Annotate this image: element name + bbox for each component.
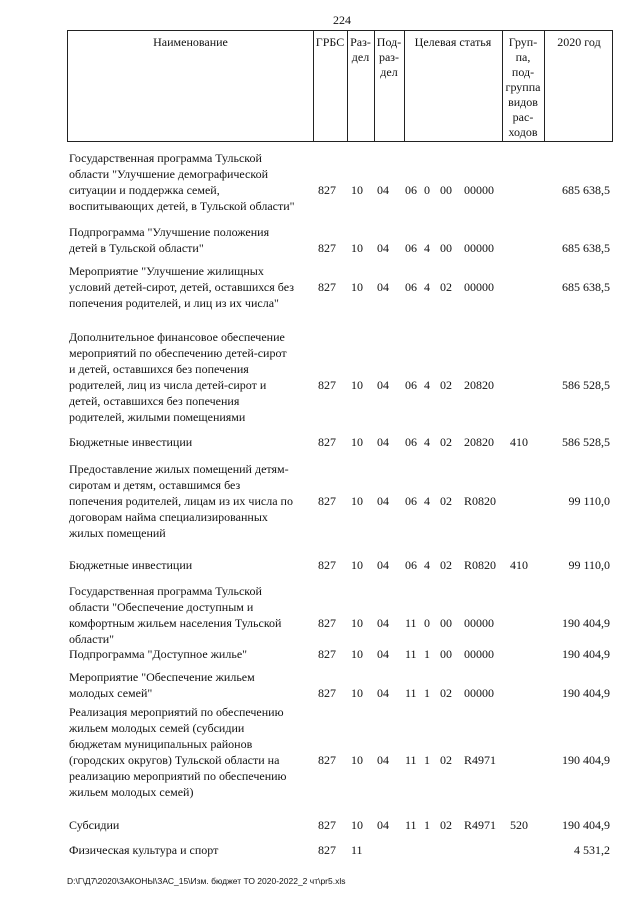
cell-razdel: 10 [351, 616, 363, 630]
cell-sum-2020: 190 404,9 [562, 647, 610, 661]
cell-target-1: 0 [424, 616, 430, 630]
cell-target-0: 06 [405, 378, 417, 392]
cell-target-2: 02 [440, 378, 452, 392]
cell-sum-2020: 685 638,5 [562, 280, 610, 294]
cell-grbs: 827 [318, 818, 336, 832]
header-razdel: Раз- дел [350, 35, 371, 64]
header-podrazdel: Под- раз- дел [376, 35, 402, 79]
cell-target-3: 00000 [464, 241, 494, 255]
cell-target-0: 06 [405, 494, 417, 508]
file-path-footer: D:\Г\Д7\2020\ЗАКОНЫ\ЗАС_15\Изм. бюджет ТО 2020-2022_2 чт\pr5.xls [67, 876, 346, 886]
cell-sum-2020: 190 404,9 [562, 616, 610, 630]
cell-grbs: 827 [318, 435, 336, 449]
cell-razdel: 10 [351, 818, 363, 832]
cell-target-3: 20820 [464, 378, 494, 392]
cell-target-0: 11 [405, 647, 417, 661]
cell-target-3: R0820 [464, 494, 497, 508]
row-name: Предоставление жилых помещений детям- сиротам и детям, оставшимся без попечения родителей, лицам из их числа по договорам найма специализированных жилых помещений [69, 462, 293, 540]
cell-target-2: 02 [440, 818, 452, 832]
cell-podrazdel: 04 [377, 241, 389, 255]
cell-sum-2020: 685 638,5 [562, 241, 610, 255]
cell-target-2: 02 [440, 686, 452, 700]
cell-sum-2020: 685 638,5 [562, 183, 610, 197]
cell-razdel: 10 [351, 435, 363, 449]
cell-razdel: 10 [351, 280, 363, 294]
cell-grbs: 827 [318, 378, 336, 392]
cell-razdel: 10 [351, 686, 363, 700]
row-name: Физическая культура и спорт [69, 843, 219, 857]
cell-target-1: 1 [424, 753, 430, 767]
cell-sum-2020: 586 528,5 [562, 435, 610, 449]
row-name: Мероприятие "Улучшение жилищных условий детей-сирот, детей, оставшихся без попечения родителей, и лиц из их числа" [69, 264, 294, 310]
cell-podrazdel: 04 [377, 686, 389, 700]
cell-sum-2020: 99 110,0 [568, 494, 610, 508]
cell-target-2: 00 [440, 616, 452, 630]
row-name: Государственная программа Тульской области "Улучшение демографической ситуации и поддержка семей, воспитывающих детей, в Тульской области" [69, 151, 295, 213]
cell-grbs: 827 [318, 616, 336, 630]
cell-target-0: 11 [405, 818, 417, 832]
cell-target-3: R4971 [464, 818, 497, 832]
cell-target-2: 00 [440, 241, 452, 255]
cell-razdel: 10 [351, 378, 363, 392]
cell-group: 520 [510, 818, 528, 832]
header-group: Груп- па, под- группа видов рас- ходов [505, 35, 541, 139]
cell-target-2: 00 [440, 647, 452, 661]
header-target: Целевая статья [414, 35, 492, 49]
cell-grbs: 827 [318, 686, 336, 700]
cell-target-3: 20820 [464, 435, 494, 449]
cell-podrazdel: 04 [377, 647, 389, 661]
cell-target-3: 00000 [464, 183, 494, 197]
row-name: Бюджетные инвестиции [69, 558, 193, 572]
cell-razdel: 10 [351, 241, 363, 255]
row-name: Мероприятие "Обеспечение жильем молодых семей" [69, 670, 255, 700]
cell-razdel: 10 [351, 753, 363, 767]
cell-target-3: R0820 [464, 558, 497, 572]
cell-target-2: 02 [440, 435, 452, 449]
row-name: Подпрограмма "Улучшение положения детей в Тульской области" [69, 225, 270, 255]
cell-target-2: 02 [440, 280, 452, 294]
cell-target-2: 00 [440, 183, 452, 197]
cell-target-3: R4971 [464, 753, 497, 767]
cell-grbs: 827 [318, 843, 336, 857]
cell-sum-2020: 586 528,5 [562, 378, 610, 392]
table-header [67, 30, 613, 142]
cell-podrazdel: 04 [377, 818, 389, 832]
row-name: Бюджетные инвестиции [69, 435, 193, 449]
header-name: Наименование [153, 35, 228, 49]
cell-grbs: 827 [318, 183, 336, 197]
cell-podrazdel: 04 [377, 280, 389, 294]
cell-target-1: 4 [424, 558, 430, 572]
cell-target-1: 4 [424, 494, 430, 508]
cell-target-0: 06 [405, 183, 417, 197]
cell-target-1: 1 [424, 818, 430, 832]
cell-razdel: 10 [351, 494, 363, 508]
cell-podrazdel: 04 [377, 494, 389, 508]
cell-razdel: 10 [351, 647, 363, 661]
page-number: 224 [333, 13, 351, 27]
cell-target-0: 11 [405, 686, 417, 700]
cell-podrazdel: 04 [377, 183, 389, 197]
cell-target-0: 06 [405, 280, 417, 294]
cell-grbs: 827 [318, 753, 336, 767]
cell-target-1: 0 [424, 183, 430, 197]
cell-razdel: 10 [351, 183, 363, 197]
cell-sum-2020: 190 404,9 [562, 818, 610, 832]
cell-razdel: 10 [351, 558, 363, 572]
cell-target-3: 00000 [464, 280, 494, 294]
header-year: 2020 год [557, 35, 601, 49]
cell-target-0: 06 [405, 241, 417, 255]
cell-target-3: 00000 [464, 647, 494, 661]
cell-sum-2020: 4 531,2 [574, 843, 610, 857]
cell-target-0: 06 [405, 435, 417, 449]
header-grbs: ГРБС [315, 35, 345, 49]
cell-target-1: 1 [424, 686, 430, 700]
cell-grbs: 827 [318, 280, 336, 294]
cell-target-1: 4 [424, 241, 430, 255]
cell-grbs: 827 [318, 241, 336, 255]
cell-target-0: 06 [405, 558, 417, 572]
cell-target-3: 00000 [464, 616, 494, 630]
cell-sum-2020: 190 404,9 [562, 753, 610, 767]
cell-target-3: 00000 [464, 686, 494, 700]
cell-podrazdel: 04 [377, 558, 389, 572]
cell-target-2: 02 [440, 494, 452, 508]
cell-grbs: 827 [318, 558, 336, 572]
cell-podrazdel: 04 [377, 435, 389, 449]
cell-target-2: 02 [440, 558, 452, 572]
row-name: Субсидии [69, 818, 120, 832]
cell-target-0: 11 [405, 616, 417, 630]
cell-sum-2020: 190 404,9 [562, 686, 610, 700]
row-name: Подпрограмма "Доступное жилье" [69, 647, 248, 661]
cell-group: 410 [510, 558, 528, 572]
cell-podrazdel: 04 [377, 616, 389, 630]
cell-target-1: 4 [424, 280, 430, 294]
cell-target-2: 02 [440, 753, 452, 767]
cell-target-1: 1 [424, 647, 430, 661]
row-name: Реализация мероприятий по обеспечению жильем молодых семей (субсидии бюджетам муниципальных районов (городских округов) Тульской области на реализацию мероприятий по обеспечению жильем молодых семей) [69, 705, 287, 799]
cell-podrazdel: 04 [377, 753, 389, 767]
cell-target-1: 4 [424, 435, 430, 449]
cell-grbs: 827 [318, 647, 336, 661]
row-name: Государственная программа Тульской области "Обеспечение доступным и комфортным жильем населения Тульской области" [69, 584, 282, 646]
cell-grbs: 827 [318, 494, 336, 508]
cell-target-1: 4 [424, 378, 430, 392]
cell-sum-2020: 99 110,0 [568, 558, 610, 572]
cell-target-0: 11 [405, 753, 417, 767]
cell-podrazdel: 04 [377, 378, 389, 392]
cell-group: 410 [510, 435, 528, 449]
cell-razdel: 11 [351, 843, 363, 857]
row-name: Дополнительное финансовое обеспечение мероприятий по обеспечению детей-сирот и детей, оставшихся без попечения родителей, лиц из числа детей-сирот и детей, оставшихся без попечения родителей, жилыми помещениями [69, 330, 287, 424]
